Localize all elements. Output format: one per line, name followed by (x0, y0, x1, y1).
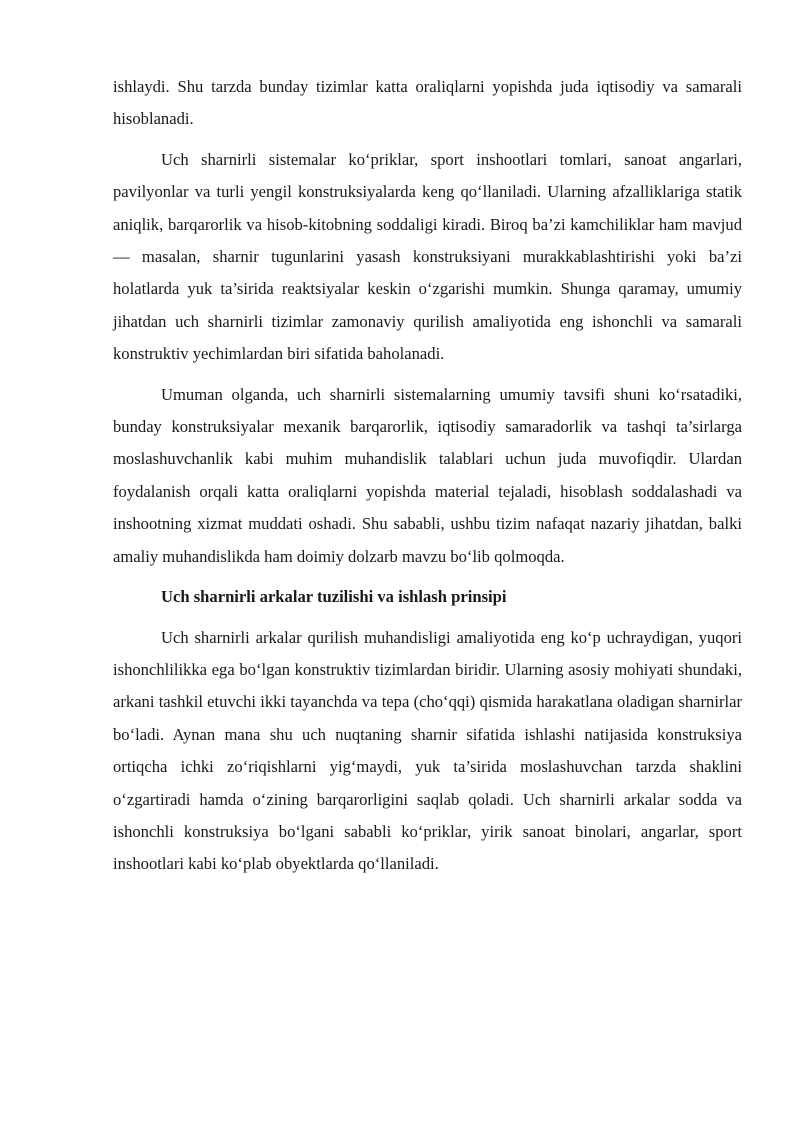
section-heading: Uch sharnirli arkalar tuzilishi va ishlash prinsipi (161, 587, 507, 607)
paragraph-continuation: ishlaydi. Shu tarzda bunday tizimlar katta oraliqlarni yopishda juda iqtisodiy va samarali hisoblanadi. (113, 77, 742, 129)
paragraph-arch-description: Uch sharnirli arkalar qurilish muhandisligi amaliyotida eng ko‘p uchraydigan, yuqori ishonchlilikka ega bo‘lgan konstruktiv tizimlardan biridir. Ularning asosiy mohiyati shundaki, arkani tashkil etuvchi ikki tayanchda va tepa (cho‘qqi) qismida harakatlana oladigan sharnirlar bo‘ladi. Aynan mana shu uch nuqtaning sharnir sifatida ishlashi natijasida konstruksiya ortiqcha ichki zo‘riqishlarni yig‘maydi, yuk ta’sirida moslashuvchan tarzda shaklini o‘zgartiradi hamda o‘zining barqarorligini saqlab qoladi. Uch sharnirli arkalar sodda va ishonchli konstruksiya bo‘lgani sababli ko‘priklar, yirik sanoat binolari, angarlar, sport inshootlari kabi ko‘plab obyektlarda qo‘llaniladi. (113, 627, 742, 874)
document-page (113, 71, 742, 889)
paragraph-summary: Umuman olganda, uch sharnirli sistemalarning umumiy tavsifi shuni ko‘rsatadiki, bunday konstruksiyalar mexanik barqarorlik, iqtisodiy samaradorlik va tashqi ta’sirlarga moslashuvchanlik kabi muhim muhandislik talablari uchun juda muvofiqdir. Ulardan foydalanish orqali katta oraliqlarni yopishda material tejaladi, hisoblash soddalashadi va inshootning xizmat muddati oshadi. Shu sababli, ushbu tizim nafaqat nazariy jihatdan, balki amaliy muhandislikda ham doimiy dolzarb mavzu bo‘lib qolmoqda. (113, 384, 742, 566)
paragraph-applications: Uch sharnirli sistemalar ko‘priklar, sport inshootlari tomlari, sanoat angarlari, pavilyonlar va turli yengil konstruksiyalarda keng qo‘llaniladi. Ularning afzalliklariga statik aniqlik, barqarorlik va hisob-kitobning soddaligi kiradi. Biroq ba’zi kamchiliklar ham mavjud — masalan, sharnir tugunlarini yasash konstruksiyani murakkablashtirishi yoki ba’zi holatlarda yuk ta’sirida reaktsiyalar keskin o‘zgarishi mumkin. Shunga qaramay, umumiy jihatdan uch sharnirli tizimlar zamonaviy qurilish amaliyotida eng ishonchli va samarali konstruktiv yechimlardan biri sifatida baholanadi. (113, 149, 742, 364)
